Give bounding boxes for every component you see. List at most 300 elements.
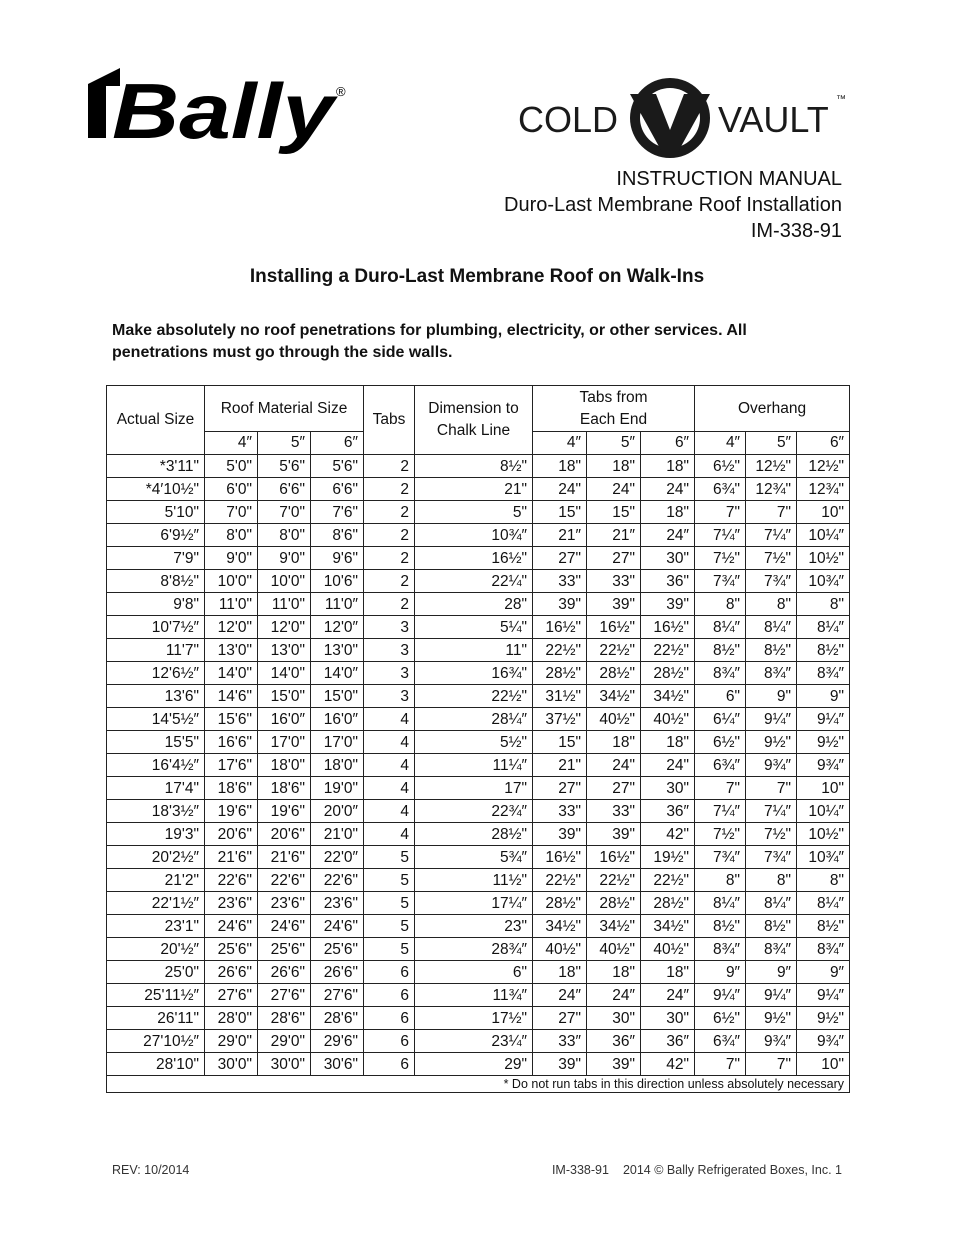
table-cell: 9¾″: [746, 754, 797, 777]
table-cell: 24": [587, 754, 641, 777]
table-cell: 27'6": [205, 984, 258, 1007]
table-cell: 16'0″: [311, 708, 364, 731]
table-cell: 6'9½″: [107, 524, 205, 547]
table-cell: 15": [533, 731, 587, 754]
table-cell: 11¼″: [415, 754, 533, 777]
table-cell: 9½": [746, 731, 797, 754]
table-cell: 25'6": [258, 938, 311, 961]
table-cell: 33": [533, 800, 587, 823]
table-cell: 10¾″: [415, 524, 533, 547]
table-cell: 10": [797, 1053, 850, 1076]
table-cell: 9¾″: [797, 1030, 850, 1053]
footer-info: [538, 1163, 842, 1177]
table-cell: 21'0": [311, 823, 364, 846]
table-cell: 7½": [746, 547, 797, 570]
table-cell: 25'6": [311, 938, 364, 961]
manual-type: INSTRUCTION MANUAL: [616, 168, 842, 190]
table-cell: 22'6": [311, 869, 364, 892]
table-cell: 39": [533, 1053, 587, 1076]
table-cell: 20'½″: [107, 938, 205, 961]
table-cell: 10½": [797, 547, 850, 570]
table-cell: 22'1½″: [107, 892, 205, 915]
table-cell: 17¼″: [415, 892, 533, 915]
table-cell: 2: [364, 547, 415, 570]
table-cell: 28¾″: [415, 938, 533, 961]
revision-label: REV: 10/2014: [112, 1163, 190, 1177]
table-cell: 6½": [695, 1007, 746, 1030]
table-cell: 10¾″: [797, 846, 850, 869]
table-cell: 28½": [533, 662, 587, 685]
table-cell: 31½": [533, 685, 587, 708]
table-cell: 8¾″: [746, 938, 797, 961]
table-cell: 39": [587, 1053, 641, 1076]
table-cell: 16½": [587, 616, 641, 639]
table-cell: 12'0": [258, 616, 311, 639]
table-cell: 8": [746, 593, 797, 616]
table-cell: 16½": [587, 846, 641, 869]
table-row: [107, 869, 850, 892]
table-cell: 18": [641, 961, 695, 984]
table-cell: 18": [587, 961, 641, 984]
table-cell: 28½": [641, 662, 695, 685]
table-cell: 29": [415, 1053, 533, 1076]
header-roof-material-size: Roof Material Size: [205, 386, 364, 432]
table-cell: 6½": [695, 455, 746, 478]
table-cell: 20'2½″: [107, 846, 205, 869]
table-cell: 7¾″: [746, 570, 797, 593]
table-cell: 40½": [587, 708, 641, 731]
table-row: [107, 547, 850, 570]
table-cell: 23'6": [311, 892, 364, 915]
table-cell: 9'8": [107, 593, 205, 616]
table-cell: 6'6": [311, 478, 364, 501]
table-cell: 25'11½″: [107, 984, 205, 1007]
header-dimension-line1: Dimension to: [428, 400, 519, 417]
table-cell: 10¾″: [797, 570, 850, 593]
table-cell: 40½": [533, 938, 587, 961]
table-cell: 21″: [587, 524, 641, 547]
table-row: [107, 478, 850, 501]
table-cell: 4: [364, 731, 415, 754]
table-row: [107, 662, 850, 685]
table-cell: 7": [746, 1053, 797, 1076]
table-cell: 6: [364, 1053, 415, 1076]
bally-logo-text: Bally: [112, 67, 339, 155]
table-cell: 39": [587, 593, 641, 616]
table-cell: 24″: [641, 984, 695, 1007]
table-cell: 26'6": [311, 961, 364, 984]
table-cell: 29'6": [311, 1030, 364, 1053]
table-cell: 9'6": [311, 547, 364, 570]
table-cell: 23'6": [205, 892, 258, 915]
table-cell: 8¾″: [797, 938, 850, 961]
subheader-cell: 6″: [311, 432, 364, 455]
table-cell: 2: [364, 501, 415, 524]
table-header-row: [107, 386, 850, 432]
table-row: [107, 455, 850, 478]
table-cell: 12'0″: [311, 616, 364, 639]
table-cell: 6: [364, 1007, 415, 1030]
table-cell: 7½": [695, 823, 746, 846]
table-cell: 7": [695, 777, 746, 800]
header-actual-size: Actual Size: [107, 386, 205, 455]
subheader-cell: 5″: [258, 432, 311, 455]
table-cell: 26'6": [258, 961, 311, 984]
table-row: [107, 501, 850, 524]
table-cell: 27'6": [311, 984, 364, 1007]
table-cell: 33": [587, 800, 641, 823]
table-cell: 22½": [533, 869, 587, 892]
table-cell: 24″: [641, 524, 695, 547]
table-row: [107, 754, 850, 777]
table-cell: 30": [641, 547, 695, 570]
table-cell: 22'0″: [311, 846, 364, 869]
table-cell: 8½": [797, 639, 850, 662]
table-cell: 4: [364, 777, 415, 800]
table-cell: 8½": [797, 915, 850, 938]
table-cell: 39": [587, 823, 641, 846]
table-cell: 7'6": [311, 501, 364, 524]
table-cell: 8'6": [311, 524, 364, 547]
table-row: [107, 961, 850, 984]
table-cell: 5: [364, 915, 415, 938]
coldvault-logo: [518, 74, 852, 166]
table-cell: 6'6": [258, 478, 311, 501]
table-cell: 37½": [533, 708, 587, 731]
table-cell: 24'6": [311, 915, 364, 938]
table-cell: 27": [587, 547, 641, 570]
subheader-cell: 5″: [587, 432, 641, 455]
table-cell: 9¼″: [797, 708, 850, 731]
table-cell: 22'6": [205, 869, 258, 892]
table-cell: 28'10": [107, 1053, 205, 1076]
table-cell: 7": [746, 777, 797, 800]
table-cell: 6: [364, 1030, 415, 1053]
table-cell: 7½": [746, 823, 797, 846]
table-row: [107, 846, 850, 869]
table-cell: 20'6": [258, 823, 311, 846]
footer-doc-id: IM-338-91: [551, 1163, 609, 1177]
table-cell: 4: [364, 754, 415, 777]
table-cell: 7½": [695, 547, 746, 570]
table-cell: *3'11": [107, 455, 205, 478]
table-cell: 17": [415, 777, 533, 800]
table-cell: 30": [641, 1007, 695, 1030]
table-cell: 22'6": [258, 869, 311, 892]
table-cell: 23'6": [258, 892, 311, 915]
table-cell: 11'0": [205, 593, 258, 616]
table-cell: 19'6": [258, 800, 311, 823]
table-cell: 8½": [695, 639, 746, 662]
table-cell: 33″: [533, 1030, 587, 1053]
table-cell: 14'6": [205, 685, 258, 708]
table-cell: 18": [587, 731, 641, 754]
table-cell: 18": [533, 961, 587, 984]
table-cell: 7¾″: [695, 570, 746, 593]
table-cell: 11'0": [258, 593, 311, 616]
table-cell: 22½": [587, 639, 641, 662]
table-cell: 22½": [587, 869, 641, 892]
table-cell: 6": [415, 961, 533, 984]
table-row: [107, 1030, 850, 1053]
table-cell: 16½": [415, 547, 533, 570]
table-cell: 9¼″: [797, 984, 850, 1007]
table-cell: 16½": [533, 616, 587, 639]
table-cell: 30'0": [205, 1053, 258, 1076]
table-cell: 27": [587, 777, 641, 800]
header-tabs: Tabs: [364, 386, 415, 455]
table-cell: 15'6": [205, 708, 258, 731]
table-cell: 4: [364, 800, 415, 823]
table-cell: 26'6": [205, 961, 258, 984]
table-cell: 27": [533, 777, 587, 800]
table-cell: 11½": [415, 869, 533, 892]
table-cell: 6¾″: [695, 1030, 746, 1053]
table-cell: 11'7": [107, 639, 205, 662]
table-row: [107, 639, 850, 662]
table-cell: 10'0": [258, 570, 311, 593]
bally-registered-mark: ®: [336, 84, 346, 99]
table-cell: 24": [641, 754, 695, 777]
table-cell: 6'0": [205, 478, 258, 501]
table-cell: 11'0″: [311, 593, 364, 616]
table-cell: 40½": [641, 708, 695, 731]
table-cell: 9½": [797, 731, 850, 754]
table-cell: 17'0": [311, 731, 364, 754]
table-cell: 7¼″: [695, 524, 746, 547]
table-cell: 18": [587, 455, 641, 478]
table-cell: 14'0": [258, 662, 311, 685]
table-row: [107, 892, 850, 915]
table-cell: 8½": [415, 455, 533, 478]
table-cell: 19'0": [311, 777, 364, 800]
table-cell: 34½": [641, 915, 695, 938]
table-cell: 7¼″: [746, 524, 797, 547]
table-cell: 36": [641, 570, 695, 593]
table-cell: 25'6": [205, 938, 258, 961]
table-cell: 8¾″: [695, 662, 746, 685]
table-cell: 30'6": [311, 1053, 364, 1076]
table-cell: 27'10½″: [107, 1030, 205, 1053]
table-cell: 2: [364, 524, 415, 547]
subheader-cell: 5″: [746, 432, 797, 455]
table-cell: 9½": [746, 1007, 797, 1030]
table-cell: 18'3½″: [107, 800, 205, 823]
table-cell: 8'0": [205, 524, 258, 547]
table-cell: 8'0": [258, 524, 311, 547]
table-cell: 16'0″: [258, 708, 311, 731]
table-cell: 17½": [415, 1007, 533, 1030]
table-cell: 8": [797, 869, 850, 892]
table-cell: 6¼″: [695, 708, 746, 731]
table-cell: 18'0": [258, 754, 311, 777]
table-cell: 28½": [587, 662, 641, 685]
table-cell: 17'6": [205, 754, 258, 777]
table-cell: 9¾″: [746, 1030, 797, 1053]
header-dimension-chalk-line: [415, 386, 533, 455]
table-cell: 30": [641, 777, 695, 800]
table-cell: 24": [641, 478, 695, 501]
table-cell: 7¼″: [746, 800, 797, 823]
table-cell: 18": [641, 501, 695, 524]
table-cell: 7": [695, 1053, 746, 1076]
table-cell: *4′10½": [107, 478, 205, 501]
warning-text: Make absolutely no roof penetrations for plumbing, electricity, or other services. All penetrations must go through the side walls.: [112, 322, 747, 361]
table-cell: 21'6": [258, 846, 311, 869]
table-cell: 4: [364, 823, 415, 846]
table-cell: 18'0": [311, 754, 364, 777]
table-cell: 10½": [797, 823, 850, 846]
table-cell: 17'0": [258, 731, 311, 754]
table-cell: 6¾": [695, 478, 746, 501]
table-cell: 15": [533, 501, 587, 524]
table-cell: 27": [533, 1007, 587, 1030]
table-cell: 9¼″: [746, 708, 797, 731]
table-cell: 23¼″: [415, 1030, 533, 1053]
table-cell: 18'6": [205, 777, 258, 800]
table-cell: 10": [797, 777, 850, 800]
table-cell: 8¾″: [695, 938, 746, 961]
table-cell: 28": [415, 593, 533, 616]
table-cell: 8¾″: [797, 662, 850, 685]
table-cell: 24'6": [258, 915, 311, 938]
table-cell: 9¾″: [797, 754, 850, 777]
page-title: Installing a Duro-Last Membrane Roof on Walk-Ins: [249, 266, 705, 287]
table-cell: 8½": [695, 915, 746, 938]
table-cell: 11": [415, 639, 533, 662]
table-row: [107, 823, 850, 846]
table-cell: 28½": [415, 823, 533, 846]
table-cell: 22½": [641, 869, 695, 892]
table-row: [107, 731, 850, 754]
table-row: [107, 524, 850, 547]
table-cell: 24": [533, 478, 587, 501]
table-cell: 16'6": [205, 731, 258, 754]
table-cell: 12'6½″: [107, 662, 205, 685]
table-cell: 13'0": [205, 639, 258, 662]
table-cell: 21": [533, 754, 587, 777]
table-cell: 18": [533, 455, 587, 478]
table-cell: 13'6": [107, 685, 205, 708]
table-cell: 26'11": [107, 1007, 205, 1030]
table-cell: 3: [364, 616, 415, 639]
table-cell: 7": [746, 501, 797, 524]
table-row: [107, 800, 850, 823]
table-cell: 40½": [587, 938, 641, 961]
table-cell: 9'0": [205, 547, 258, 570]
manual-subject: Duro-Last Membrane Roof Installation: [504, 194, 842, 216]
table-cell: 2: [364, 570, 415, 593]
table-cell: 9″: [695, 961, 746, 984]
table-cell: 9¼″: [746, 984, 797, 1007]
table-cell: 2: [364, 455, 415, 478]
table-row: [107, 915, 850, 938]
table-cell: 2: [364, 593, 415, 616]
table-cell: 9″: [797, 961, 850, 984]
table-cell: 7'9": [107, 547, 205, 570]
table-cell: 21'2": [107, 869, 205, 892]
table-cell: 36″: [641, 1030, 695, 1053]
table-cell: 5'0": [205, 455, 258, 478]
table-cell: 10¼″: [797, 800, 850, 823]
table-cell: 16½": [641, 616, 695, 639]
table-cell: 29'0": [205, 1030, 258, 1053]
table-cell: 15'5": [107, 731, 205, 754]
table-cell: 36″: [587, 1030, 641, 1053]
table-cell: 10¼″: [797, 524, 850, 547]
table-cell: 8¼″: [695, 892, 746, 915]
subheader-cell: 4″: [205, 432, 258, 455]
table-cell: 3: [364, 639, 415, 662]
table-cell: 30": [587, 1007, 641, 1030]
table-cell: 8": [746, 869, 797, 892]
table-cell: 24″: [587, 984, 641, 1007]
table-row: [107, 1053, 850, 1076]
table-cell: 27": [533, 547, 587, 570]
table-cell: 7¾″: [695, 846, 746, 869]
table-cell: 23": [415, 915, 533, 938]
table-cell: 40½": [641, 938, 695, 961]
table-cell: 24″: [533, 984, 587, 1007]
table-cell: 9": [797, 685, 850, 708]
table-cell: 12¾": [797, 478, 850, 501]
table-cell: 9": [746, 685, 797, 708]
table-cell: 19'6": [205, 800, 258, 823]
table-cell: 39": [533, 823, 587, 846]
subheader-cell: 4″: [533, 432, 587, 455]
footer-copyright: 2014 © Bally Refrigerated Boxes, Inc. 1: [622, 1163, 842, 1177]
table-cell: 13'0": [311, 639, 364, 662]
table-cell: 30'0": [258, 1053, 311, 1076]
table-cell: 33": [533, 570, 587, 593]
table-row: [107, 685, 850, 708]
table-cell: 10": [797, 501, 850, 524]
table-cell: 22¼": [415, 570, 533, 593]
table-row: [107, 593, 850, 616]
table-cell: 5'6": [258, 455, 311, 478]
coldvault-trademark: ™: [836, 94, 846, 105]
table-cell: 12¾": [746, 478, 797, 501]
table-cell: 18'6": [258, 777, 311, 800]
table-cell: 8'8½": [107, 570, 205, 593]
table-cell: 10'7½″: [107, 616, 205, 639]
table-cell: 28'6": [311, 1007, 364, 1030]
table-row: [107, 570, 850, 593]
header-tabs-from-line1: Tabs from: [579, 388, 648, 406]
table-cell: 8¼″: [797, 616, 850, 639]
table-cell: 18": [641, 731, 695, 754]
table-cell: 15'0": [258, 685, 311, 708]
bally-logo: [86, 66, 356, 156]
table-cell: 8¼″: [797, 892, 850, 915]
table-cell: 28½": [533, 892, 587, 915]
table-cell: 23'1": [107, 915, 205, 938]
subheader-cell: 4″: [695, 432, 746, 455]
table-cell: 22¾″: [415, 800, 533, 823]
table-row: [107, 708, 850, 731]
coldvault-logo-cold: COLD: [518, 99, 619, 140]
table-cell: 22½": [415, 685, 533, 708]
table-cell: 28½": [587, 892, 641, 915]
table-cell: 6: [364, 961, 415, 984]
table-cell: 9″: [746, 961, 797, 984]
table-cell: 13'0": [258, 639, 311, 662]
table-cell: 34½": [533, 915, 587, 938]
table-cell: 14'5½″: [107, 708, 205, 731]
table-cell: 6¾″: [695, 754, 746, 777]
table-cell: 15'0": [311, 685, 364, 708]
table-cell: 12'0": [205, 616, 258, 639]
